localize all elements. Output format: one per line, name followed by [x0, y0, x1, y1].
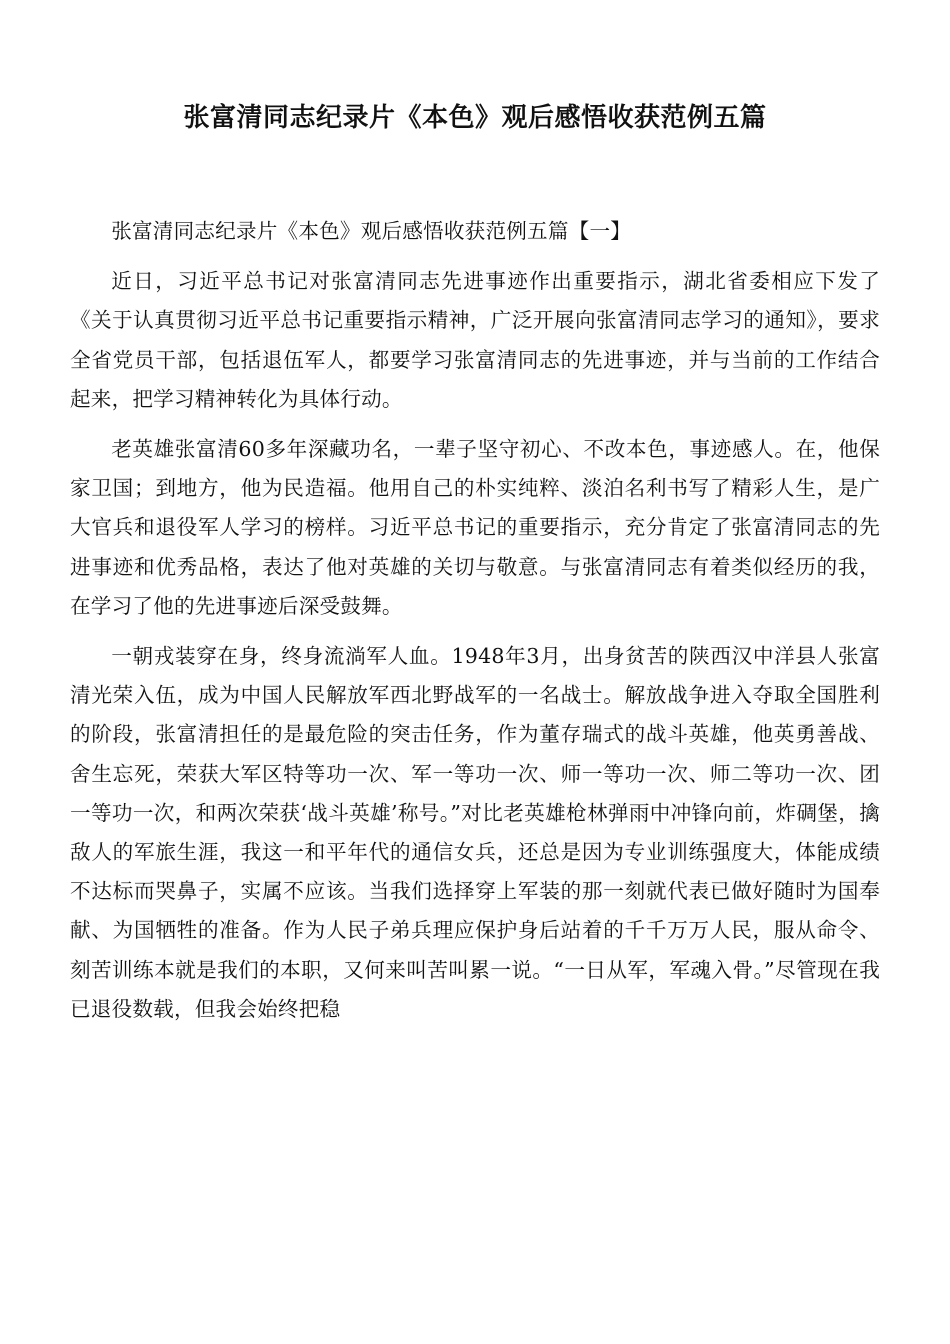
paragraph: 老英雄张富清60多年深藏功名，一辈子坚守初心、不改本色，事迹感人。在，他保家卫国；到地方，他为民造福。他用自己的朴实纯粹、淡泊名利书写了精彩人生，是广大官兵和退役军人学习的榜样。习近平总书记的重要指示，充分肯定了张富清同志的先进事迹和优秀品格，表达了他对英雄的关切与敬意。与张富清同志有着类似经历的我，在学习了他的先进事迹后深受鼓舞。 — [70, 437, 880, 618]
document-title: 张富清同志纪录片《本色》观后感悟收获范例五篇 — [183, 103, 767, 133]
paragraph: 一朝戎装穿在身，终身流淌军人血。1948年3月，出身贫苦的陕西汉中洋县人张富清光荣入伍，成为中国人民解放军西北野战军的一名战士。解放战争进入夺取全国胜利的阶段，张富清担任的是最危险的突击任务，作为董存瑞式的战斗英雄，他英勇善战、舍生忘死，荣获大军区特等功一次、军一等功一次、师一等功一次、师二等功一次、团一等功一次，和两次荣获‘战斗英雄’称号。”对比老英雄枪林弹雨中冲锋向前，炸碉堡，擒敌人的军旅生涯，我这一和平年代的通信女兵，还总是因为专业训练强度大，体能成绩不达标而哭鼻子，实属不应该。当我们选择穿上军装的那一刻就代表已做好随时为国奉献、为国牺牲的准备。作为人民子弟兵理应保护身后站着的千千万万人民，服从命令、刻苦训练本就是我们的本职，又何来叫苦叫累一说。“一日从军，军魂入骨。”尽管现在我已退役数载，但我会始终把稳 — [70, 644, 880, 1021]
paragraph: 近日，习近平总书记对张富清同志先进事迹作出重要指示，湖北省委相应下发了《关于认真贯彻习近平总书记重要指示精神，广泛开展向张富清同志学习的通知》，要求全省党员干部，包括退伍军人，都要学习张富清同志的先进事迹，并与当前的工作结合起来，把学习精神转化为具体行动。 — [70, 269, 880, 411]
section-heading: 张富清同志纪录片《本色》观后感悟收获范例五篇【一】 — [111, 219, 632, 243]
document-body — [70, 212, 880, 1029]
